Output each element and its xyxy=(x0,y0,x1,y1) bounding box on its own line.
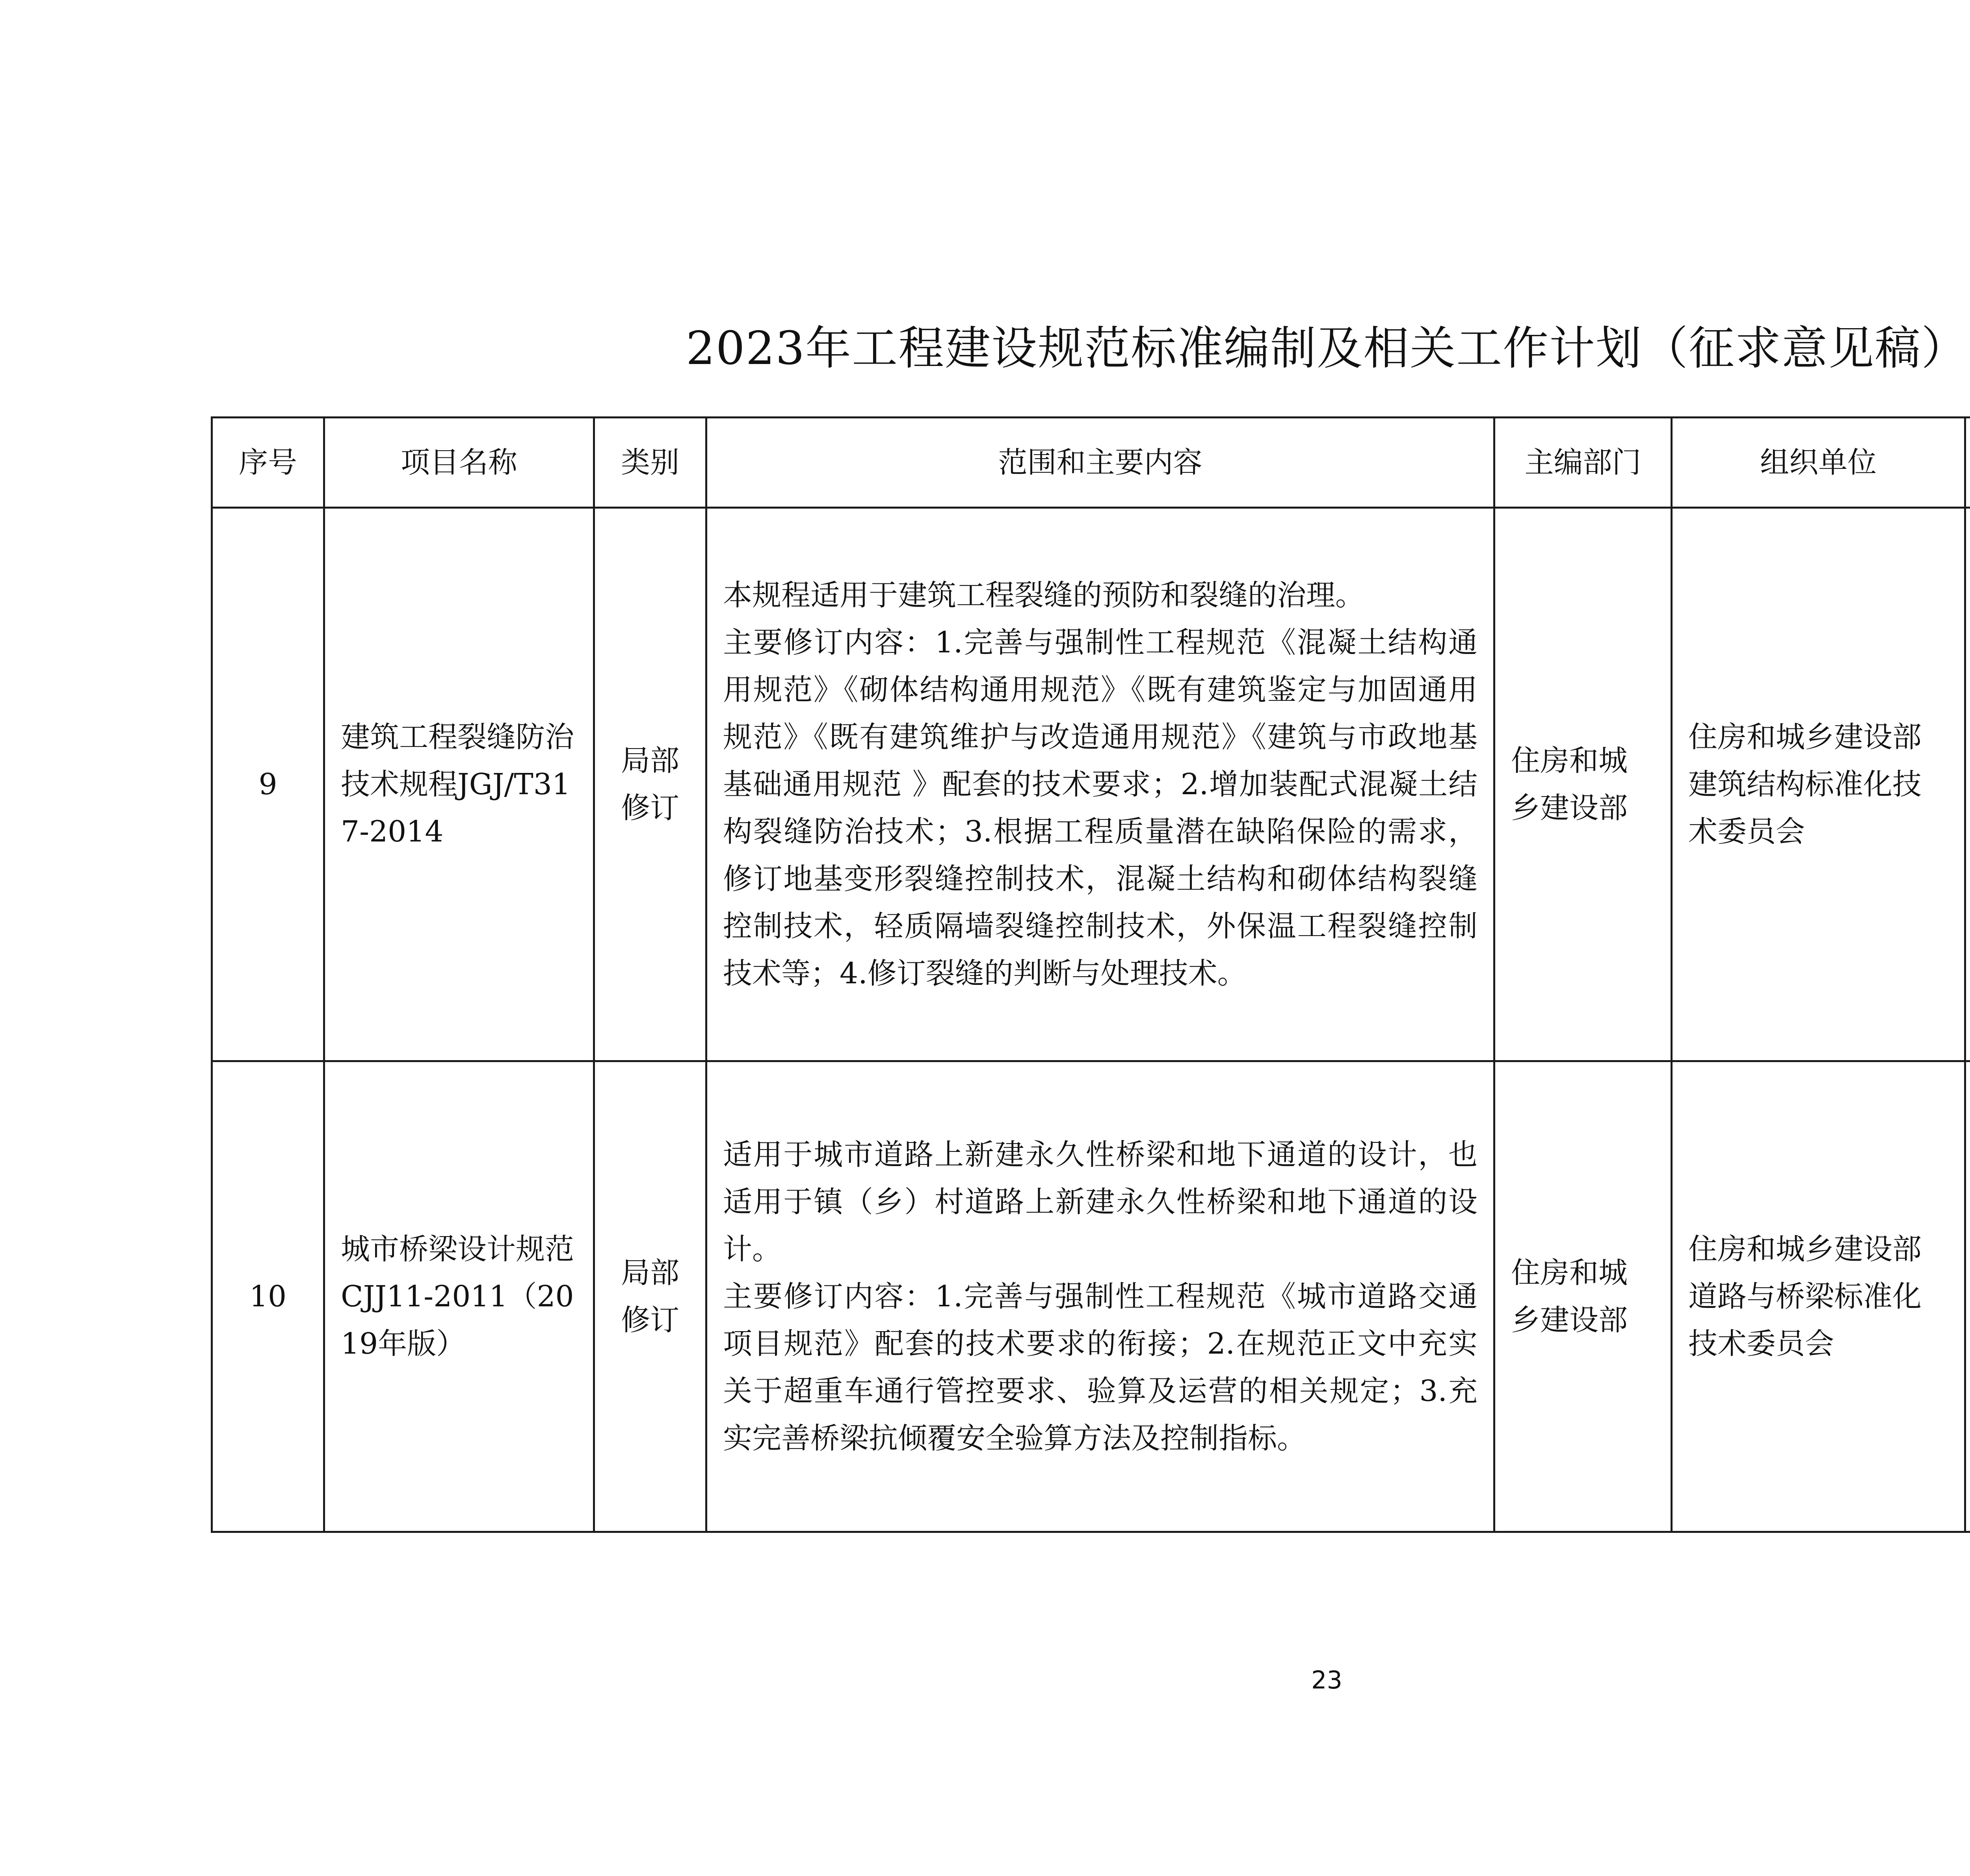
row-lead-department: 住房和城乡建设部 xyxy=(1494,1061,1672,1532)
table-row xyxy=(212,1061,1970,1532)
page-number: 23 xyxy=(1311,1666,1342,1694)
header-project-name: 项目名称 xyxy=(324,418,594,508)
row-lead-department: 住房和城乡建设部 xyxy=(1494,508,1672,1061)
row-index: 10 xyxy=(212,1061,324,1532)
row-drafter xyxy=(1965,1061,1970,1532)
row-project-name: 建筑工程裂缝防治技术规程JGJ/T317-2014 xyxy=(324,508,594,1061)
header-scope: 范围和主要内容 xyxy=(706,418,1494,508)
row-scope xyxy=(706,508,1494,1061)
row-scope xyxy=(706,1061,1494,1532)
table-header-row xyxy=(212,418,1970,508)
work-plan-table xyxy=(211,416,1970,1533)
header-index: 序号 xyxy=(212,418,324,508)
row-category: 局部修订 xyxy=(594,508,706,1061)
header-organizer: 组织单位 xyxy=(1672,418,1965,508)
page-title: 2023年工程建设规范标准编制及相关工作计划（征求意见稿） xyxy=(686,322,1968,375)
scope-paragraph: 主要修订内容：1.完善与强制性工程规范《城市道路交通项目规范》配套的技术要求的衔接；2.在规范正文中充实关于超重车通行管控要求、验算及运营的相关规定；3.充实完善桥梁抗倾覆安全验算方法及控制指标。 xyxy=(723,1280,1478,1455)
scope-paragraph: 主要修订内容：1.完善与强制性工程规范《混凝土结构通用规范》《砌体结构通用规范》《既有建筑鉴定与加固通用规范》《既有建筑维护与改造通用规范》《建筑与市政地基基础通用规范 》配套的技术要求；2.增加装配式混凝土结构裂缝防治技术；3.根据工程质量潜在缺陷保险的需求，修订地基变形裂缝控制技术，混凝土结构和砌体结构裂缝控制技术，轻质隔墙裂缝控制技术，外保温工程裂缝控制技术等；4.修订裂缝的判断与处理技术。 xyxy=(723,626,1478,990)
row-index: 9 xyxy=(212,508,324,1061)
table-row xyxy=(212,508,1970,1061)
row-organizer: 住房和城乡建设部道路与桥梁标准化技术委员会 xyxy=(1672,1061,1965,1532)
row-category: 局部修订 xyxy=(594,1061,706,1532)
row-drafter xyxy=(1965,508,1970,1061)
header-lead-department: 主编部门 xyxy=(1494,418,1672,508)
row-organizer: 住房和城乡建设部建筑结构标准化技术委员会 xyxy=(1672,508,1965,1061)
row-project-name: 城市桥梁设计规范CJJ11-2011（2019年版） xyxy=(324,1061,594,1532)
scope-paragraph: 本规程适用于建筑工程裂缝的预防和裂缝的治理。 xyxy=(723,578,1364,612)
scope-paragraph: 适用于城市道路上新建永久性桥梁和地下通道的设计，也适用于镇（乡）村道路上新建永久性桥梁和地下通道的设计。 xyxy=(723,1138,1478,1266)
header-drafter xyxy=(1965,418,1970,508)
header-category: 类别 xyxy=(594,418,706,508)
